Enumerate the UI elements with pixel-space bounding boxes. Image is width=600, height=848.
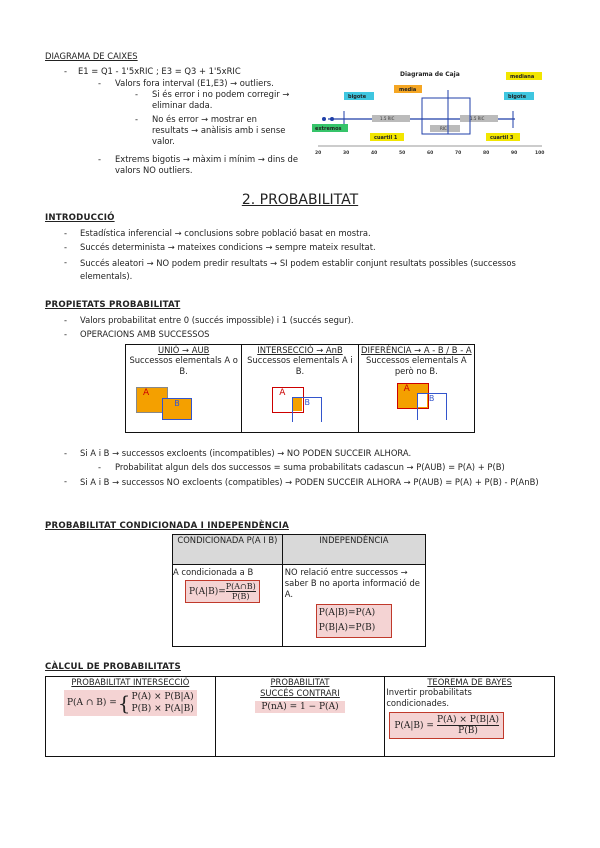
complement-formula: P(nA) = 1 − P(A) [255, 701, 344, 713]
dash: - [64, 329, 68, 339]
op-difference-title: DIFERÈNCIA → A - B / B - A [361, 345, 472, 355]
boxplot-if-error: Si és error i no podem corregir → eliminar dada. [152, 89, 290, 110]
section-title: 2. PROBABILITAT [241, 192, 359, 208]
props-item: OPERACIONS AMB SUCCESSOS [80, 329, 210, 339]
op-difference-desc: Successos elementals A però no B. [366, 355, 467, 376]
dash: - [64, 228, 68, 238]
boxplot-outliers: Valors fora interval (E1,E3) → outliers. [115, 78, 274, 88]
op-intersection-desc: Successos elementals A i B. [247, 355, 353, 376]
dash: - [64, 66, 68, 76]
intro-item: Succés aleatori → NO podem predir resultats → SI podem establir conjunt resultats possibles (successos elementals). [80, 258, 516, 281]
bayes-formula: P(A|B) = $\frac{P(A) \times P(B|A)}{P(B)}$ [389, 712, 504, 739]
label-media: media [399, 87, 417, 93]
op-union [126, 345, 242, 433]
props-item: Valors probabilitat entre 0 (succés impossible) i 1 (succés segur). [80, 315, 354, 325]
outlier-point [330, 117, 334, 121]
cond-heading: PROBABILITAT CONDICIONADA I INDEPENDÈNCIA [45, 521, 289, 531]
props-heading: PROPIETATS PROBABILITAT [45, 300, 181, 310]
intro-heading: INTRODUCCIÓ [45, 213, 115, 223]
tick-label: 90 [511, 151, 518, 156]
cond-formula: P(A|B)= $\frac{P(A\cap B)}{P(B)}$ [185, 580, 260, 603]
cond-col1-title: CONDICIONADA P(A I B) [173, 535, 283, 565]
dash: - [64, 476, 68, 486]
cond-col2-text: NO relació entre successos → saber B no aporta informació de A. [284, 567, 420, 599]
calc-heading: CÀLCUL DE PROBABILITATS [45, 662, 181, 672]
cond-col2 [282, 565, 425, 647]
calc-col2-title: PROBABILITAT SUCCÉS CONTRARI [260, 677, 340, 698]
boxplot-heading: DIAGRAMA DE CAIXES [45, 51, 138, 61]
calc-col1 [46, 677, 216, 757]
cond-col1 [173, 565, 283, 647]
label-bigote-left: bigote [348, 94, 367, 100]
calc-col3-text: Invertir probabilitats condicionades. [386, 687, 472, 708]
venn-b: B [162, 398, 192, 420]
calc-table [45, 676, 555, 757]
non-exclusive-text: Si A i B → successos NO excloents (compatibles) → PODEN SUCCEIR ALHORA → P(AUB) = P(A) + P(B) - P(AnB) [80, 477, 539, 487]
venn-union [126, 377, 241, 421]
dash: - [98, 462, 102, 472]
intersection-formula: P(A ∩ B) = { P(A) × P(B|A) P(B) × P(A|B) [64, 690, 197, 716]
tick-label: 60 [427, 151, 434, 156]
exclusive-sub: Probabilitat algun dels dos successos = suma probabilitats cadascun → P(AUB) = P(A) + P(B) [115, 462, 505, 472]
ric-label: RIC [440, 126, 447, 131]
tick-label: 30 [343, 151, 350, 156]
calc-col1-title: PROBABILITAT INTERSECCIÓ [71, 677, 190, 687]
venn-difference [359, 377, 474, 421]
venn-b: B [292, 397, 322, 422]
dash: - [98, 154, 102, 164]
op-intersection-title: INTERSECCIÓ → AnB [257, 345, 343, 355]
op-difference [358, 345, 474, 433]
tick-label: 20 [315, 151, 322, 156]
conditional-table [172, 534, 426, 647]
cond-col2-title: INDEPENDÈNCIA [282, 535, 425, 565]
dash: - [64, 257, 68, 267]
label-cuartil1: cuartil 1 [374, 135, 398, 141]
ric-left-label: 1.5 RIC [380, 116, 395, 121]
figure-title: Diagrama de Caja [400, 71, 460, 78]
cond-col1-text: A condicionada a B [173, 567, 254, 577]
venn-b: B [417, 393, 447, 420]
tick-label: 80 [483, 151, 490, 156]
boxplot-whiskers: Extrems bigotis → màxim i mínim → dins de valors NO outliers. [115, 154, 298, 175]
dash: - [135, 89, 139, 99]
outlier-point [322, 117, 326, 121]
calc-col3 [385, 677, 555, 757]
independence-formula: P(A|B)=P(A) P(B|A)=P(B) [316, 604, 392, 638]
dash: - [64, 315, 68, 325]
op-union-title: UNIÓ → AUB [157, 345, 210, 355]
dash: - [98, 78, 102, 88]
label-mediana: mediana [510, 74, 535, 80]
venn-a: A [136, 387, 168, 413]
calc-col3-title: TEOREMA DE BAYES [427, 677, 512, 687]
calc-col2 [215, 677, 385, 757]
venn-a: A [272, 387, 304, 413]
op-intersection [242, 345, 358, 433]
exclusive-text: Si A i B → successos excloents (incompatibles) → NO PODEN SUCCEIR ALHORA. [80, 448, 412, 458]
tick-label: 100 [535, 151, 545, 156]
boxplot-figure [310, 68, 550, 158]
op-union-desc: Successos elementals A o B. [129, 355, 238, 376]
venn-intersection [242, 377, 357, 421]
tick-label: 50 [399, 151, 406, 156]
dash: - [135, 114, 139, 124]
boxplot-if-not-error: No és error → mostrar en resultats → anàlisis amb i sense valor. [152, 114, 286, 146]
venn-a: A [397, 383, 429, 409]
tick-label: 40 [371, 151, 378, 156]
tick-label: 70 [455, 151, 462, 156]
intro-item: Estadística inferencial → conclusions sobre població basat en mostra. [80, 228, 371, 238]
ric-right-label: 1.5 RIC [470, 116, 485, 121]
boxplot-formula: E1 = Q1 - 1'5xRIC ; E3 = Q3 + 1'5xRIC [78, 66, 241, 76]
intro-item: Succés determinista → mateixes condicions → sempre mateix resultat. [80, 242, 376, 252]
operations-table [125, 344, 475, 433]
dash: - [64, 448, 68, 458]
dash: - [64, 242, 68, 252]
label-bigote-right: bigote [508, 94, 527, 100]
label-extremos: extremos [315, 126, 342, 132]
label-cuartil3: cuartil 3 [490, 135, 514, 141]
